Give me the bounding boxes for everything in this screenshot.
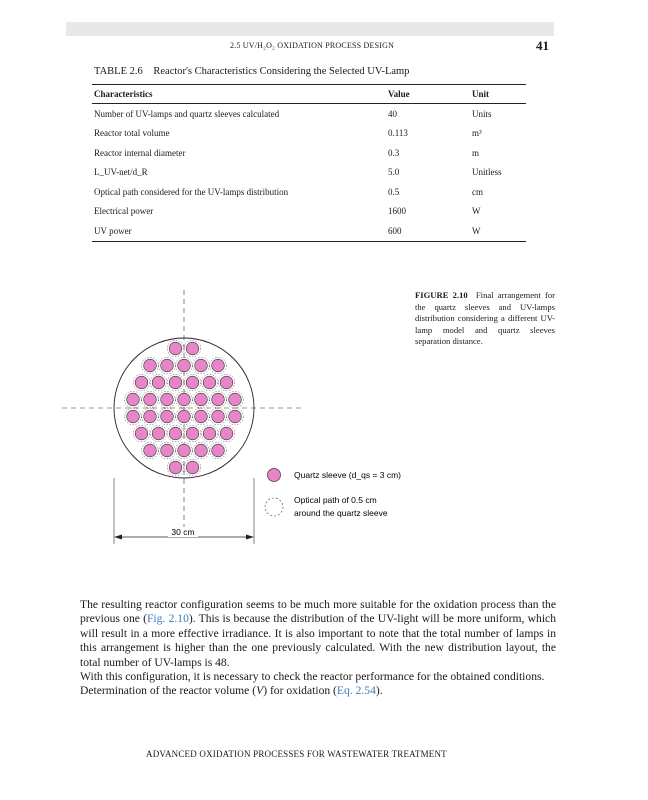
cell-unit: W <box>472 206 481 217</box>
cell-value: 5.0 <box>388 167 400 178</box>
cell-unit: W <box>470 221 526 241</box>
cell-value: 0.3 <box>388 147 400 158</box>
paragraph-1-text-a: The resulting reactor configuration seems to be much more suitable for the oxidation process than the previous one ( <box>80 598 556 626</box>
quartz-sleeve <box>161 444 174 457</box>
cell-value: 40 <box>388 108 397 119</box>
figure-link[interactable]: Fig. 2.10 <box>146 612 189 626</box>
cell-characteristic: Reactor internal diameter <box>94 147 186 158</box>
quartz-sleeve <box>186 342 199 355</box>
quartz-sleeve <box>195 359 208 372</box>
header-band <box>66 22 554 36</box>
quartz-sleeve <box>152 376 165 389</box>
paragraph-1-text-b: ). This is because the distribution of the UV-light will be more uniform, which will result in a more effective irradiance. It is also important to note that the total number of lamps in this arrangement is higher than the one previously calculated. With the new distribution layout, the total number of UV-lamps is 48. <box>80 612 556 669</box>
cell-characteristic: UV power <box>92 221 386 241</box>
quartz-sleeve <box>135 376 148 389</box>
quartz-sleeve <box>152 427 165 440</box>
table-caption <box>94 66 409 77</box>
table-row <box>92 124 526 144</box>
quartz-sleeve <box>127 410 140 423</box>
dimension-label: 30 cm <box>171 527 195 537</box>
paragraph-1 <box>80 598 556 670</box>
equation-link[interactable]: Eq. 2.54 <box>336 684 376 698</box>
footer-title: ADVANCED OXIDATION PROCESSES FOR WASTEWATER TREATMENT <box>146 749 447 759</box>
quartz-sleeve <box>161 359 174 372</box>
quartz-sleeve <box>169 376 182 389</box>
quartz-sleeve <box>161 410 174 423</box>
quartz-sleeve <box>161 393 174 406</box>
table-row <box>92 202 526 222</box>
paragraph-3-text-b: ) for oxidation ( <box>263 684 337 698</box>
table-row <box>92 221 526 241</box>
quartz-sleeve <box>229 393 242 406</box>
paragraph-3-text-a: Determination of the reactor volume ( <box>80 684 257 698</box>
quartz-sleeve <box>144 359 157 372</box>
column-header: Unit <box>470 85 526 104</box>
quartz-sleeve <box>212 359 225 372</box>
table-header-row <box>92 85 526 104</box>
quartz-sleeve <box>169 342 182 355</box>
quartz-sleeve <box>144 393 157 406</box>
quartz-sleeve <box>212 444 225 457</box>
quartz-sleeve <box>203 427 216 440</box>
table-row <box>92 163 526 183</box>
quartz-sleeve <box>212 410 225 423</box>
paragraph-3-text-c: ). <box>375 684 383 698</box>
cell-value: 1600 <box>388 206 406 217</box>
quartz-sleeve <box>144 410 157 423</box>
quartz-sleeve <box>212 393 225 406</box>
quartz-sleeve <box>178 393 191 406</box>
quartz-sleeve <box>229 410 242 423</box>
quartz-sleeve <box>186 376 199 389</box>
quartz-sleeve <box>178 444 191 457</box>
cell-unit: m <box>472 147 480 158</box>
cell-unit: cm <box>472 186 483 197</box>
table-row <box>92 104 526 124</box>
quartz-sleeve <box>144 444 157 457</box>
cell-unit: Unitless <box>472 167 502 178</box>
quartz-sleeve <box>195 393 208 406</box>
legend-optical-swatch <box>265 498 283 516</box>
legend-optical-label-1: Optical path of 0.5 cm <box>294 495 377 505</box>
table-label: TABLE 2.6 <box>94 66 143 77</box>
paragraph-2-text: With this configuration, it is necessary to check the reactor performance for the obtained conditions. <box>80 670 545 684</box>
quartz-sleeve <box>186 461 199 474</box>
quartz-sleeve <box>220 427 233 440</box>
quartz-sleeve <box>178 410 191 423</box>
quartz-sleeve <box>195 444 208 457</box>
cell-unit: Units <box>472 108 492 119</box>
quartz-sleeve <box>220 376 233 389</box>
figure-label: FIGURE 2.10 <box>415 290 468 300</box>
dimension-arrow-left <box>114 535 122 540</box>
quartz-sleeve <box>203 376 216 389</box>
cell-characteristic: Number of UV-lamps and quartz sleeves calculated <box>94 108 280 119</box>
column-header: Characteristics <box>92 85 386 104</box>
volume-symbol: V <box>256 684 264 698</box>
cell-characteristic: L_UV-net/d_R <box>94 167 148 178</box>
body-text <box>80 598 556 699</box>
paragraph-3 <box>80 684 556 698</box>
quartz-sleeve <box>169 461 182 474</box>
cell-characteristic: Electrical power <box>94 206 154 217</box>
quartz-sleeve <box>169 427 182 440</box>
running-head: 2.5 UV/H₂O₂ OXIDATION PROCESS DESIGN <box>229 41 395 50</box>
characteristics-table <box>92 84 526 242</box>
legend-optical-label-2: around the quartz sleeve <box>294 508 388 518</box>
quartz-sleeve <box>135 427 148 440</box>
column-header: Value <box>386 85 470 104</box>
quartz-sleeve <box>186 427 199 440</box>
table-row <box>92 143 526 163</box>
figure-caption <box>415 290 555 348</box>
legend-sleeve-swatch <box>268 469 281 482</box>
table-title: Reactor's Characteristics Considering the Selected UV-Lamp <box>153 66 410 77</box>
paragraph-2 <box>80 670 556 684</box>
reactor-layout-figure <box>60 288 420 550</box>
table-row <box>92 182 526 202</box>
cell-characteristic: Optical path considered for the UV-lamps distribution <box>94 186 289 197</box>
cell-characteristic: Reactor total volume <box>94 128 170 139</box>
quartz-sleeve <box>127 393 140 406</box>
cell-value: 0.113 <box>388 128 408 139</box>
quartz-sleeve <box>178 359 191 372</box>
cell-unit: m³ <box>472 128 482 139</box>
cell-value: 0.5 <box>388 186 400 197</box>
page-number: 41 <box>536 38 549 53</box>
cell-value: 600 <box>386 221 470 241</box>
quartz-sleeve <box>195 410 208 423</box>
dimension-arrow-right <box>246 535 254 540</box>
figure-caption-text: Final arrangement for the quartz sleeves and UV-lamps distribution considering a different UV-lamp model and quartz sleeves separation distance. <box>415 290 555 346</box>
legend-sleeve-label: Quartz sleeve (d_qs = 3 cm) <box>294 470 402 480</box>
